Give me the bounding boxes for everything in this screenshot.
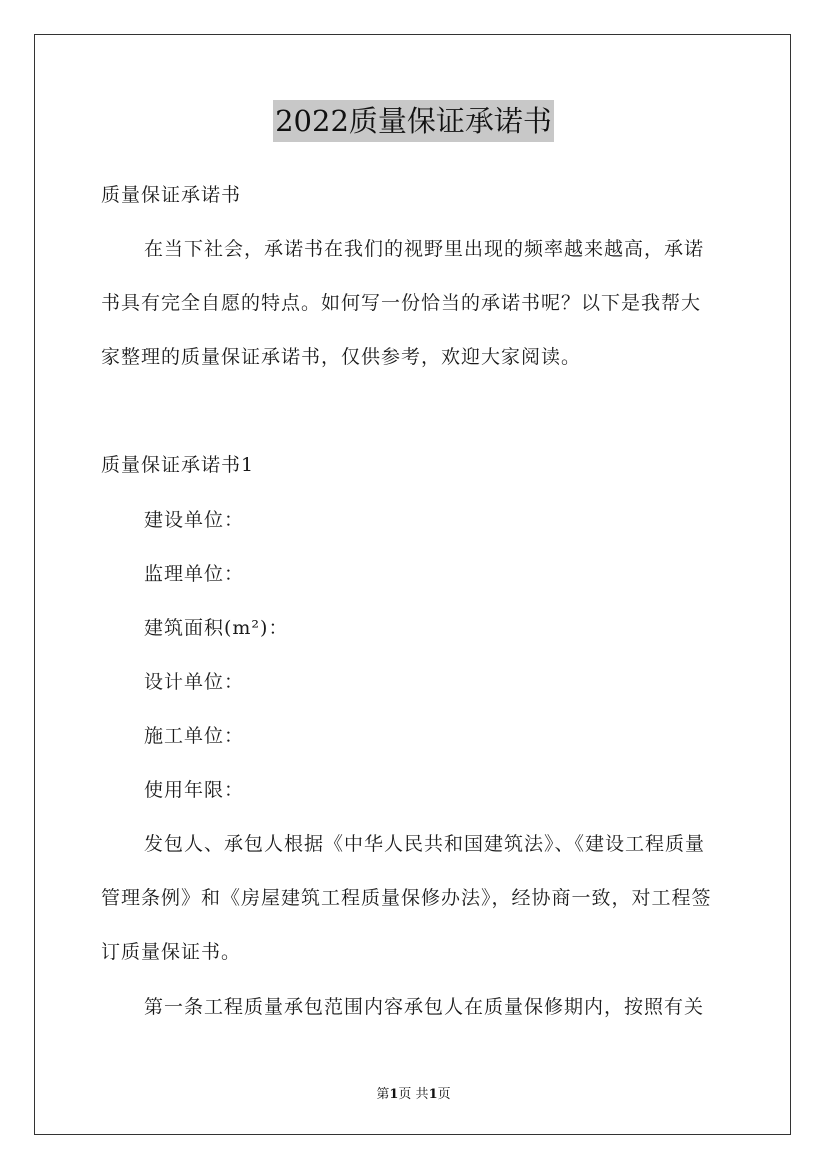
footer-prefix: 第 xyxy=(376,1087,390,1102)
field-contractor-unit: 施工单位： xyxy=(144,725,245,747)
field-construction-unit: 建设单位： xyxy=(144,509,245,531)
field-service-life: 使用年限： xyxy=(144,779,245,801)
intro-heading: 质量保证承诺书 xyxy=(101,184,242,206)
footer-suffix: 页 xyxy=(437,1087,451,1102)
title-wrap xyxy=(0,100,827,142)
field-design-unit: 设计单位： xyxy=(144,671,245,693)
field-supervision-unit: 监理单位： xyxy=(144,563,245,585)
document-title: 2022质量保证承诺书 xyxy=(273,100,554,142)
footer-mid: 页 共 xyxy=(398,1087,429,1102)
para1-line-1: 发包人、承包人根据《中华人民共和国建筑法》、《建设工程质量 xyxy=(144,833,706,855)
page-footer xyxy=(0,1083,827,1102)
intro-line-3: 家整理的质量保证承诺书，仅供参考，欢迎大家阅读。 xyxy=(101,346,582,368)
footer-page-number: 1 xyxy=(389,1087,399,1102)
section-heading: 质量保证承诺书1 xyxy=(101,454,255,476)
para2-line-1: 第一条工程质量承包范围内容承包人在质量保修期内，按照有关 xyxy=(144,996,705,1018)
para1-line-2: 管理条例》和《房屋建筑工程质量保修办法》，经协商一致，对工程签 xyxy=(101,887,712,909)
intro-line-2: 书具有完全自愿的特点。如何写一份恰当的承诺书呢？以下是我帮大 xyxy=(101,292,702,314)
para1-line-3: 订质量保证书。 xyxy=(101,941,242,963)
field-building-area: 建筑面积(m²)： xyxy=(144,617,289,639)
intro-line-1: 在当下社会，承诺书在我们的视野里出现的频率越来越高，承诺 xyxy=(144,238,705,260)
footer-total-pages: 1 xyxy=(428,1087,438,1102)
